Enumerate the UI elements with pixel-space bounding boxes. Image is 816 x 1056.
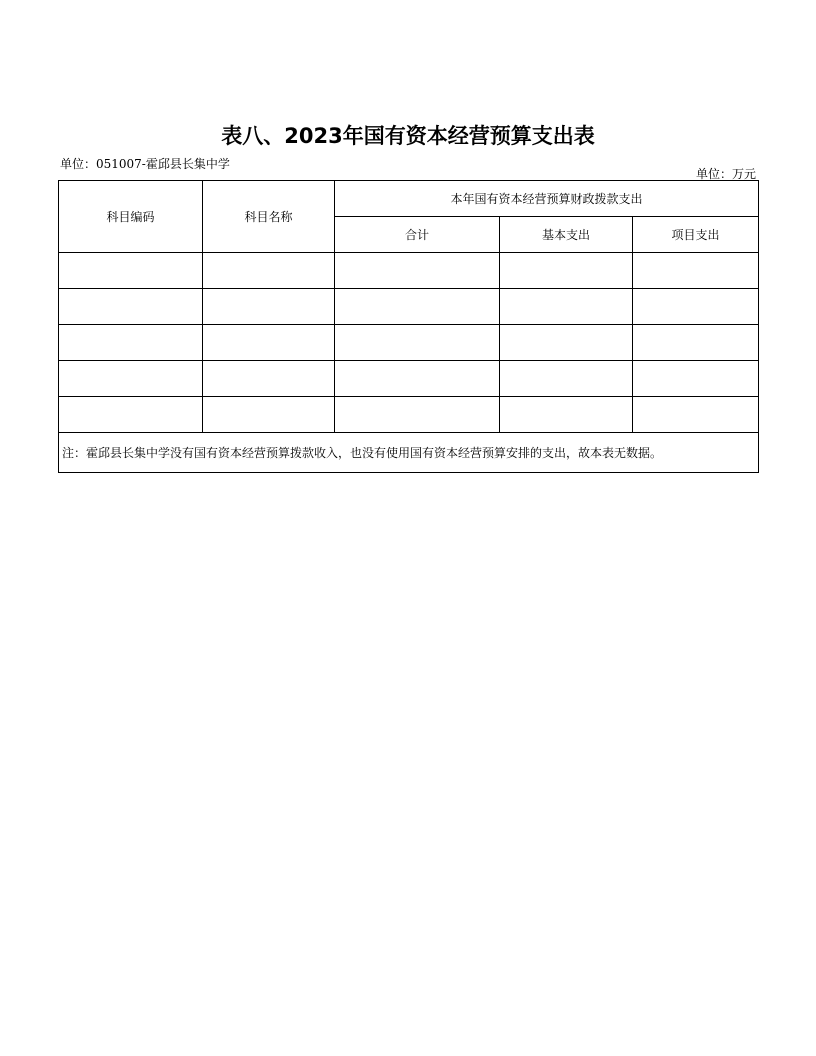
table-cell [59,361,203,397]
table-cell [335,361,500,397]
header-project-expenditure: 项目支出 [633,217,759,253]
table-cell [500,397,633,433]
table-cell [335,253,500,289]
table-cell [59,289,203,325]
table-cell [500,325,633,361]
table-cell [203,397,335,433]
table-cell [203,361,335,397]
table-cell [633,361,759,397]
table-row [59,253,759,289]
table-cell [335,325,500,361]
table-cell [335,289,500,325]
header-subject-name: 科目名称 [203,181,335,253]
table-cell [633,325,759,361]
table-cell [203,289,335,325]
page-title: 表八、2023年国有资本经营预算支出表 [221,124,595,148]
header-group-expenditure: 本年国有资本经营预算财政拨款支出 [335,181,759,217]
table-cell [59,253,203,289]
budget-table [58,180,759,473]
table-cell [203,253,335,289]
table-cell [633,253,759,289]
header-total: 合计 [335,217,500,253]
table-cell [633,289,759,325]
table-cell [500,289,633,325]
header-row-1 [59,181,759,217]
table-row [59,289,759,325]
table-note: 注：霍邱县长集中学没有国有资本经营预算拨款收入，也没有使用国有资本经营预算安排的支出，故本表无数据。 [59,433,759,473]
table-cell [500,253,633,289]
table-cell [59,325,203,361]
table-cell [59,397,203,433]
unit-label: 单位：051007-霍邱县长集中学 [60,157,230,171]
table-note-row [59,433,759,473]
currency-unit-label: 单位：万元 [695,167,756,181]
table-row [59,325,759,361]
table-row [59,361,759,397]
header-subject-code: 科目编码 [59,181,203,253]
table-cell [633,397,759,433]
table-cell [335,397,500,433]
table-cell [203,325,335,361]
header-basic-expenditure: 基本支出 [500,217,633,253]
table-row [59,397,759,433]
table-cell [500,361,633,397]
